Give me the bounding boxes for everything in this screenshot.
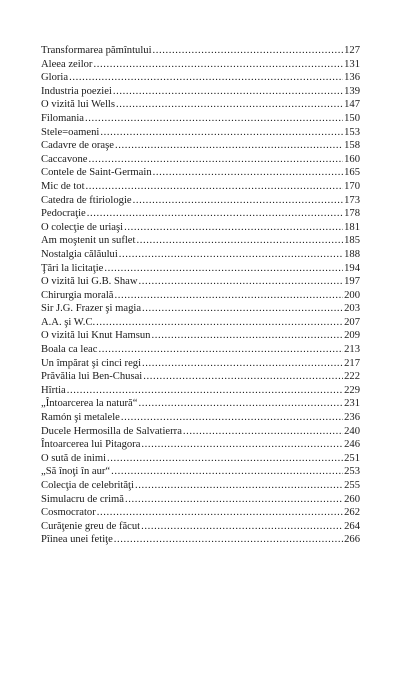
toc-entry-page-number: 188 [344, 248, 360, 260]
toc-entry-title: Aleea zeilor [41, 58, 93, 70]
toc-entry-title: Ramón şi metalele [41, 412, 120, 424]
toc-leader-dots [107, 452, 343, 466]
toc-entry-title: Gloria [41, 72, 69, 84]
toc-entry-title: O sută de inimi [41, 452, 107, 464]
toc-entry-page-number: 200 [344, 289, 360, 301]
toc-leader-dots [125, 493, 343, 507]
toc-entry [41, 329, 360, 343]
toc-entry-page-number: 131 [344, 58, 360, 70]
toc-leader-dots [141, 438, 343, 452]
toc-leader-dots [114, 289, 343, 303]
toc-entry [41, 357, 360, 371]
toc-leader-dots [124, 221, 343, 235]
toc-leader-dots [135, 479, 343, 493]
toc-entry [41, 533, 360, 547]
toc-entry-page-number: 181 [344, 221, 360, 233]
toc-entry-title: Stele=oameni [41, 126, 100, 138]
toc-entry-page-number: 222 [344, 371, 360, 383]
toc-entry-page-number: 229 [344, 384, 360, 396]
toc-entry-page-number: 150 [344, 112, 360, 124]
toc-entry [41, 44, 360, 58]
toc-entry-page-number: 209 [344, 330, 360, 342]
toc-entry-title: „Să înoţi în aur“ [41, 466, 111, 478]
toc-entry-title: Întoarcerea lui Pitagora [41, 439, 141, 451]
toc-entry-title: Industria poeziei [41, 85, 112, 97]
toc-entry [41, 58, 360, 72]
toc-entry-page-number: 231 [344, 398, 360, 410]
toc-entry-title: O vizită lui Knut Hamsun [41, 330, 151, 342]
toc-entry [41, 493, 360, 507]
toc-entry-title: Colecţia de celebrităţi [41, 480, 134, 491]
toc-entry-page-number: 173 [344, 194, 360, 206]
toc-leader-dots [153, 166, 343, 180]
toc-entry [41, 289, 360, 303]
toc-entry-title: Un împărat şi cinci regi [41, 357, 142, 369]
toc-leader-dots [114, 533, 343, 547]
toc-leader-dots [139, 275, 344, 289]
toc-entry-title: Nostalgia călăului [41, 248, 118, 260]
toc-leader-dots [69, 71, 343, 85]
toc-leader-dots [133, 194, 344, 208]
toc-leader-dots [93, 58, 343, 72]
toc-entry-page-number: 165 [344, 167, 360, 179]
toc-entry [41, 302, 360, 316]
toc-entry-page-number: 260 [344, 493, 360, 505]
toc-entry-page-number: 266 [344, 534, 360, 546]
toc-leader-dots [138, 397, 343, 411]
toc-entry-title: „Întoarcerea la natură“ [41, 398, 138, 410]
toc-entry-page-number: 255 [344, 480, 360, 491]
toc-entry-title: Cadavre de oraşe [41, 140, 114, 152]
toc-entry-page-number: 213 [344, 344, 360, 356]
toc-entry-page-number: 136 [344, 72, 360, 84]
toc-leader-dots [86, 180, 344, 194]
toc-entry [41, 262, 360, 276]
toc-leader-dots [119, 248, 343, 262]
toc-entry [41, 180, 360, 194]
toc-entry [41, 98, 360, 112]
toc-leader-dots [141, 520, 343, 534]
toc-entry [41, 194, 360, 208]
toc-entry [41, 71, 360, 85]
toc-entry-page-number: 127 [344, 45, 360, 56]
toc-entry-title: Am moştenit un suflet [41, 235, 136, 247]
toc-entry-title: Curăţenie greu de făcut [41, 520, 141, 532]
toc-entry-title: Filomania [41, 112, 84, 124]
toc-entry [41, 85, 360, 99]
toc-entry-page-number: 139 [344, 85, 360, 97]
toc-entry-title: Pedocraţie [41, 208, 86, 220]
toc-entry-page-number: 217 [344, 357, 360, 369]
toc-leader-dots [121, 411, 343, 425]
toc-entry [41, 479, 360, 493]
toc-leader-dots [142, 357, 343, 371]
toc-entry [41, 316, 360, 330]
toc-entry-page-number: 147 [344, 99, 360, 111]
toc-entry [41, 425, 360, 439]
toc-entry-page-number: 158 [344, 140, 360, 152]
toc-entry [41, 520, 360, 534]
toc-entry [41, 506, 360, 520]
toc-leader-dots [111, 465, 343, 479]
toc-leader-dots [88, 153, 343, 167]
toc-entry [41, 411, 360, 425]
toc-leader-dots [104, 262, 343, 276]
toc-entry [41, 234, 360, 248]
toc-entry-page-number: 264 [344, 520, 360, 532]
toc-entry-title: A.A. şi W.C. [41, 316, 96, 328]
toc-entry-page-number: 153 [344, 126, 360, 138]
toc-entry-title: Pîinea unei fetiţe [41, 534, 113, 546]
toc-entry-page-number: 170 [344, 180, 360, 192]
toc-entry [41, 343, 360, 357]
toc-entry-page-number: 236 [344, 412, 360, 424]
toc-leader-dots [98, 343, 343, 357]
toc-leader-dots [113, 85, 343, 99]
toc-entry-title: Ducele Hermosilla de Salvatierra [41, 425, 182, 437]
toc-leader-dots [97, 506, 343, 520]
toc-leader-dots [100, 126, 343, 140]
toc-entry-page-number: 262 [344, 507, 360, 519]
toc-leader-dots [67, 384, 343, 398]
toc-entry-title: Boala ca leac [41, 344, 98, 356]
toc-entry [41, 126, 360, 140]
toc-leader-dots [136, 234, 343, 248]
toc-entry-page-number: 240 [344, 425, 360, 437]
toc-entry-title: Contele de Saint-Germain [41, 167, 152, 179]
toc-entry [41, 112, 360, 126]
toc-leader-dots [96, 316, 343, 330]
toc-entry-title: Cosmocrator [41, 507, 96, 519]
toc-entry-page-number: 246 [344, 439, 360, 451]
toc-leader-dots [151, 329, 343, 343]
toc-entry [41, 139, 360, 153]
toc-entry [41, 397, 360, 411]
toc-entry [41, 452, 360, 466]
toc-leader-dots [85, 112, 343, 126]
toc-entry-page-number: 160 [344, 153, 360, 165]
toc-entry-page-number: 251 [344, 452, 360, 464]
table-of-contents [41, 44, 360, 547]
toc-entry-page-number: 207 [344, 316, 360, 328]
toc-entry [41, 221, 360, 235]
toc-leader-dots [115, 139, 343, 153]
toc-entry-title: Ţări la licitaţie [41, 262, 104, 274]
toc-entry [41, 438, 360, 452]
toc-entry [41, 248, 360, 262]
toc-leader-dots [153, 44, 344, 58]
toc-entry [41, 166, 360, 180]
toc-entry-title: Chirurgia morală [41, 289, 114, 301]
toc-entry-page-number: 185 [344, 235, 360, 247]
toc-entry [41, 384, 360, 398]
toc-entry-page-number: 194 [344, 262, 360, 274]
toc-entry-title: Simulacru de crimă [41, 493, 124, 505]
toc-entry [41, 465, 360, 479]
toc-entry [41, 370, 360, 384]
toc-entry-title: O vizită lui G.B. Shaw [41, 276, 138, 288]
toc-entry-title: O colecţie de uriaşi [41, 221, 124, 233]
toc-entry-page-number: 203 [344, 303, 360, 315]
toc-entry-title: Caccavone [41, 153, 88, 165]
toc-entry-title: O vizită lui Wells [41, 99, 115, 111]
toc-entry [41, 153, 360, 167]
toc-entry-title: Catedra de ftiriologie [41, 194, 132, 206]
toc-leader-dots [142, 302, 343, 316]
toc-leader-dots [87, 207, 343, 221]
toc-entry [41, 275, 360, 289]
toc-entry-title: Prăvălia lui Ben-Chusai [41, 371, 143, 383]
toc-leader-dots [116, 98, 343, 112]
toc-entry-title: Sir J.G. Frazer şi magia [41, 303, 142, 315]
toc-entry [41, 207, 360, 221]
toc-leader-dots [143, 370, 343, 384]
toc-entry-page-number: 197 [344, 276, 360, 288]
toc-leader-dots [183, 425, 343, 439]
toc-entry-page-number: 253 [344, 466, 360, 478]
toc-entry-page-number: 178 [344, 208, 360, 220]
toc-entry-title: Hîrtia [41, 384, 66, 396]
toc-entry-title: Mic de tot [41, 180, 85, 192]
toc-entry-title: Transformarea pămîntului [41, 45, 152, 56]
